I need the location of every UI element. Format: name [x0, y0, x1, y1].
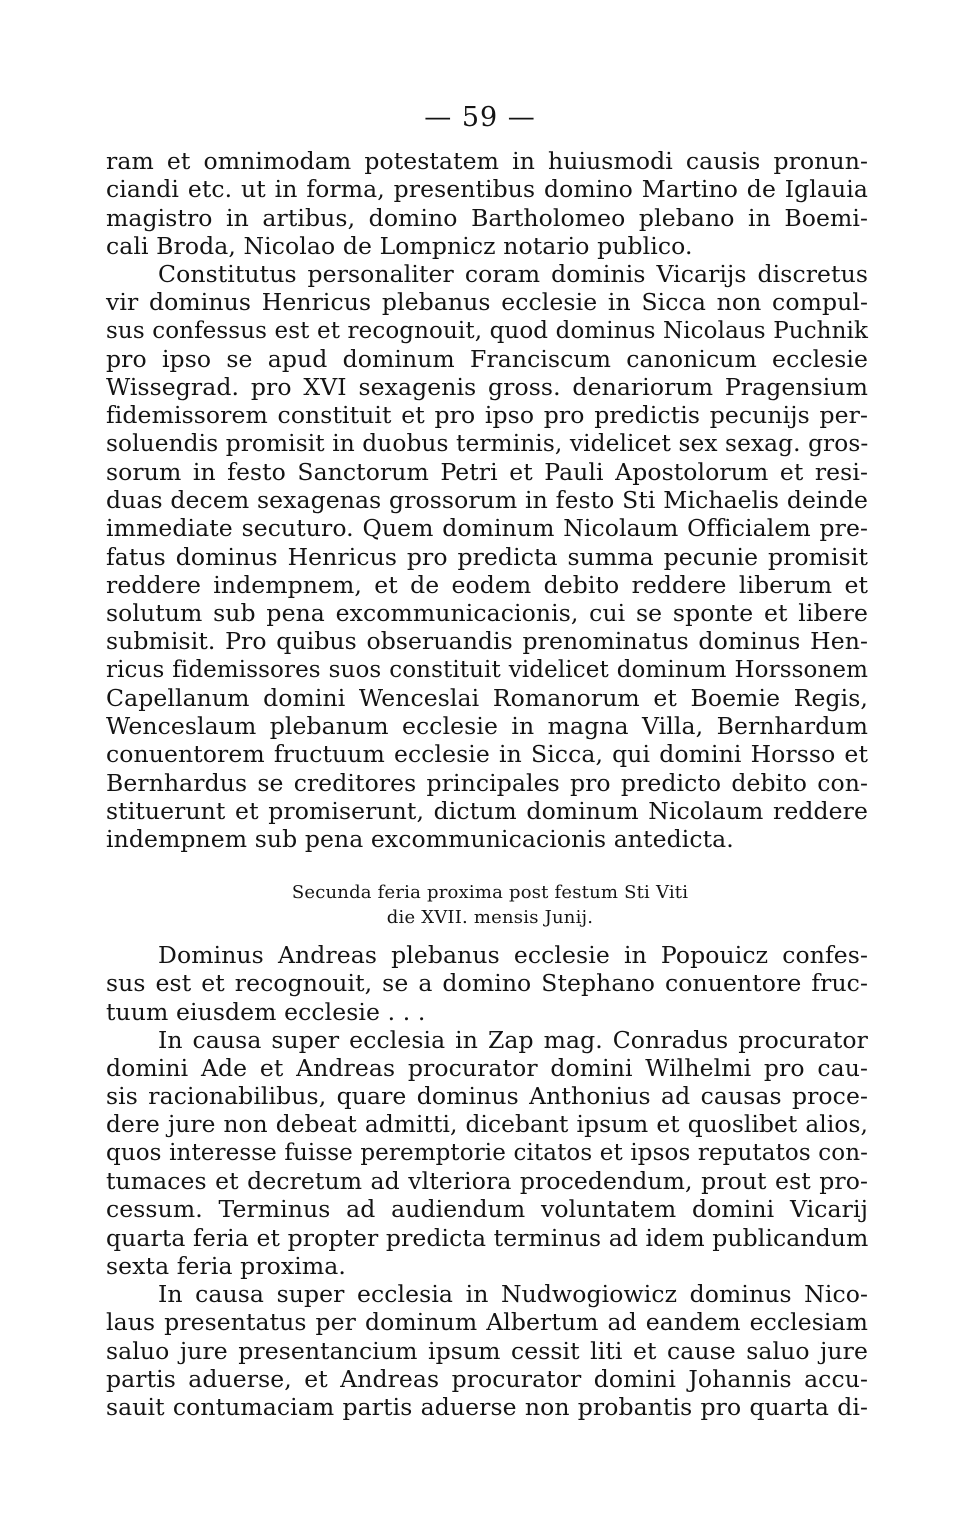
text-line: fidemissorem constituit et pro ipso pro predictis pecunijs per- [106, 401, 868, 430]
text-line: sus est et recognouit, se a domino Stephano conuentore fruc- [106, 969, 868, 998]
text-line: tumaces et decretum ad vlteriora procedendum, prout est pro- [106, 1167, 868, 1195]
text-line: Bernhardus se creditores principales pro predicto debito con- [106, 768, 868, 797]
text-line: partis aduerse, et Andreas procurator domini Johannis accu- [106, 1364, 868, 1393]
text-line: solutum sub pena excommunicacionis, cui se sponte et libere [106, 599, 868, 627]
text-line: conuentorem fructuum ecclesie in Sicca, qui domini Horsso et [106, 740, 868, 769]
text-line: quarta feria et propter predicta terminus ad idem publicandum [106, 1223, 869, 1252]
text-line: immediate secuturo. Quem dominum Nicolaum Officialem pre- [106, 514, 868, 543]
section-heading-date: die XVII. mensis Junij. [386, 907, 594, 928]
text-line: sexta feria proxima. [106, 1251, 346, 1280]
text-line: Wissegrad. pro XVI sexagenis gross. denariorum Pragensium [106, 373, 868, 401]
text-line: ram et omnimodam potestatem in huiusmodi causis pronun- [106, 147, 868, 175]
text-line: pro ipso se apud dominum Franciscum canonicum ecclesie [106, 344, 868, 373]
text-line: submisit. Pro quibus obseruandis prenominatus dominus Hen- [106, 627, 868, 656]
text-line: Capellanum domini Wenceslai Romanorum et Boemie Regis, [106, 683, 868, 712]
text-line: laus presentatus per dominum Albertum ad eandem ecclesiam [106, 1308, 868, 1337]
text-line: In causa super ecclesia in Zap mag. Conradus procurator [158, 1025, 868, 1054]
text-line: ciandi etc. ut in forma, presentibus domino Martino de Iglauia [106, 175, 868, 204]
text-line: Constitutus personaliter coram dominis Vicarijs discretus [158, 260, 868, 288]
text-line: domini Ade et Andreas procurator domini Wilhelmi pro cau- [106, 1054, 868, 1082]
text-block-upper [106, 147, 868, 853]
text-line: sauit contumaciam partis aduerse non probantis pro quarta di- [106, 1393, 868, 1421]
text-line: fatus dominus Henricus pro predicta summa pecunie promisit [106, 542, 868, 571]
text-line: Dominus Andreas plebanus ecclesie in Popouicz confes- [158, 941, 868, 969]
text-line: indempnem sub pena excommunicacionis antedicta. [106, 825, 734, 853]
section-heading: Secunda feria proxima post festum Sti Viti [291, 882, 689, 903]
text-line: sorum in festo Sanctorum Petri et Pauli Apostolorum et resi- [106, 457, 868, 486]
text-line: cali Broda, Nicolao de Lompnicz notario publico. [106, 231, 693, 260]
text-line: In causa super ecclesia in Nudwogiowicz dominus Nico- [158, 1280, 868, 1308]
text-line: sus confessus est et recognouit, quod dominus Nicolaus Puchnik [106, 317, 868, 344]
text-line: ricus fidemissores suos constituit videlicet dominum Horssonem [106, 656, 868, 683]
text-line: cessum. Terminus ad audiendum voluntatem domini Vicarij [106, 1195, 868, 1224]
text-line: dere jure non debeat admitti, dicebant ipsum et quoslibet alios, [106, 1110, 868, 1138]
page-number: — 59 — [424, 102, 536, 133]
text-line: magistro in artibus, domino Bartholomeo plebano in Boemi- [106, 203, 868, 232]
text-line: duas decem sexagenas grossorum in festo Sti Michaelis deinde [106, 486, 868, 514]
text-line: vir dominus Henricus plebanus ecclesie in Sicca non compul- [106, 288, 868, 317]
text-line: quos interesse fuisse peremptorie citatos et ipsos reputatos con- [106, 1139, 868, 1166]
text-block-lower [106, 941, 868, 1421]
text-line: tuum eiusdem ecclesie . . . [106, 997, 426, 1026]
text-line: Wenceslaum plebanum ecclesie in magna Villa, Bernhardum [106, 712, 868, 740]
text-line: stituerunt et promiserunt, dictum dominum Nicolaum reddere [106, 796, 868, 825]
text-line: sis racionabilibus, quare dominus Anthonius ad causas proce- [106, 1082, 868, 1111]
text-line: saluo jure presentancium ipsum cessit liti et cause saluo jure [106, 1336, 868, 1365]
text-line: reddere indempnem, et de eodem debito reddere liberum et [106, 570, 868, 599]
text-line: soluendis promisit in duobus terminis, videlicet sex sexag. gros- [106, 429, 869, 457]
